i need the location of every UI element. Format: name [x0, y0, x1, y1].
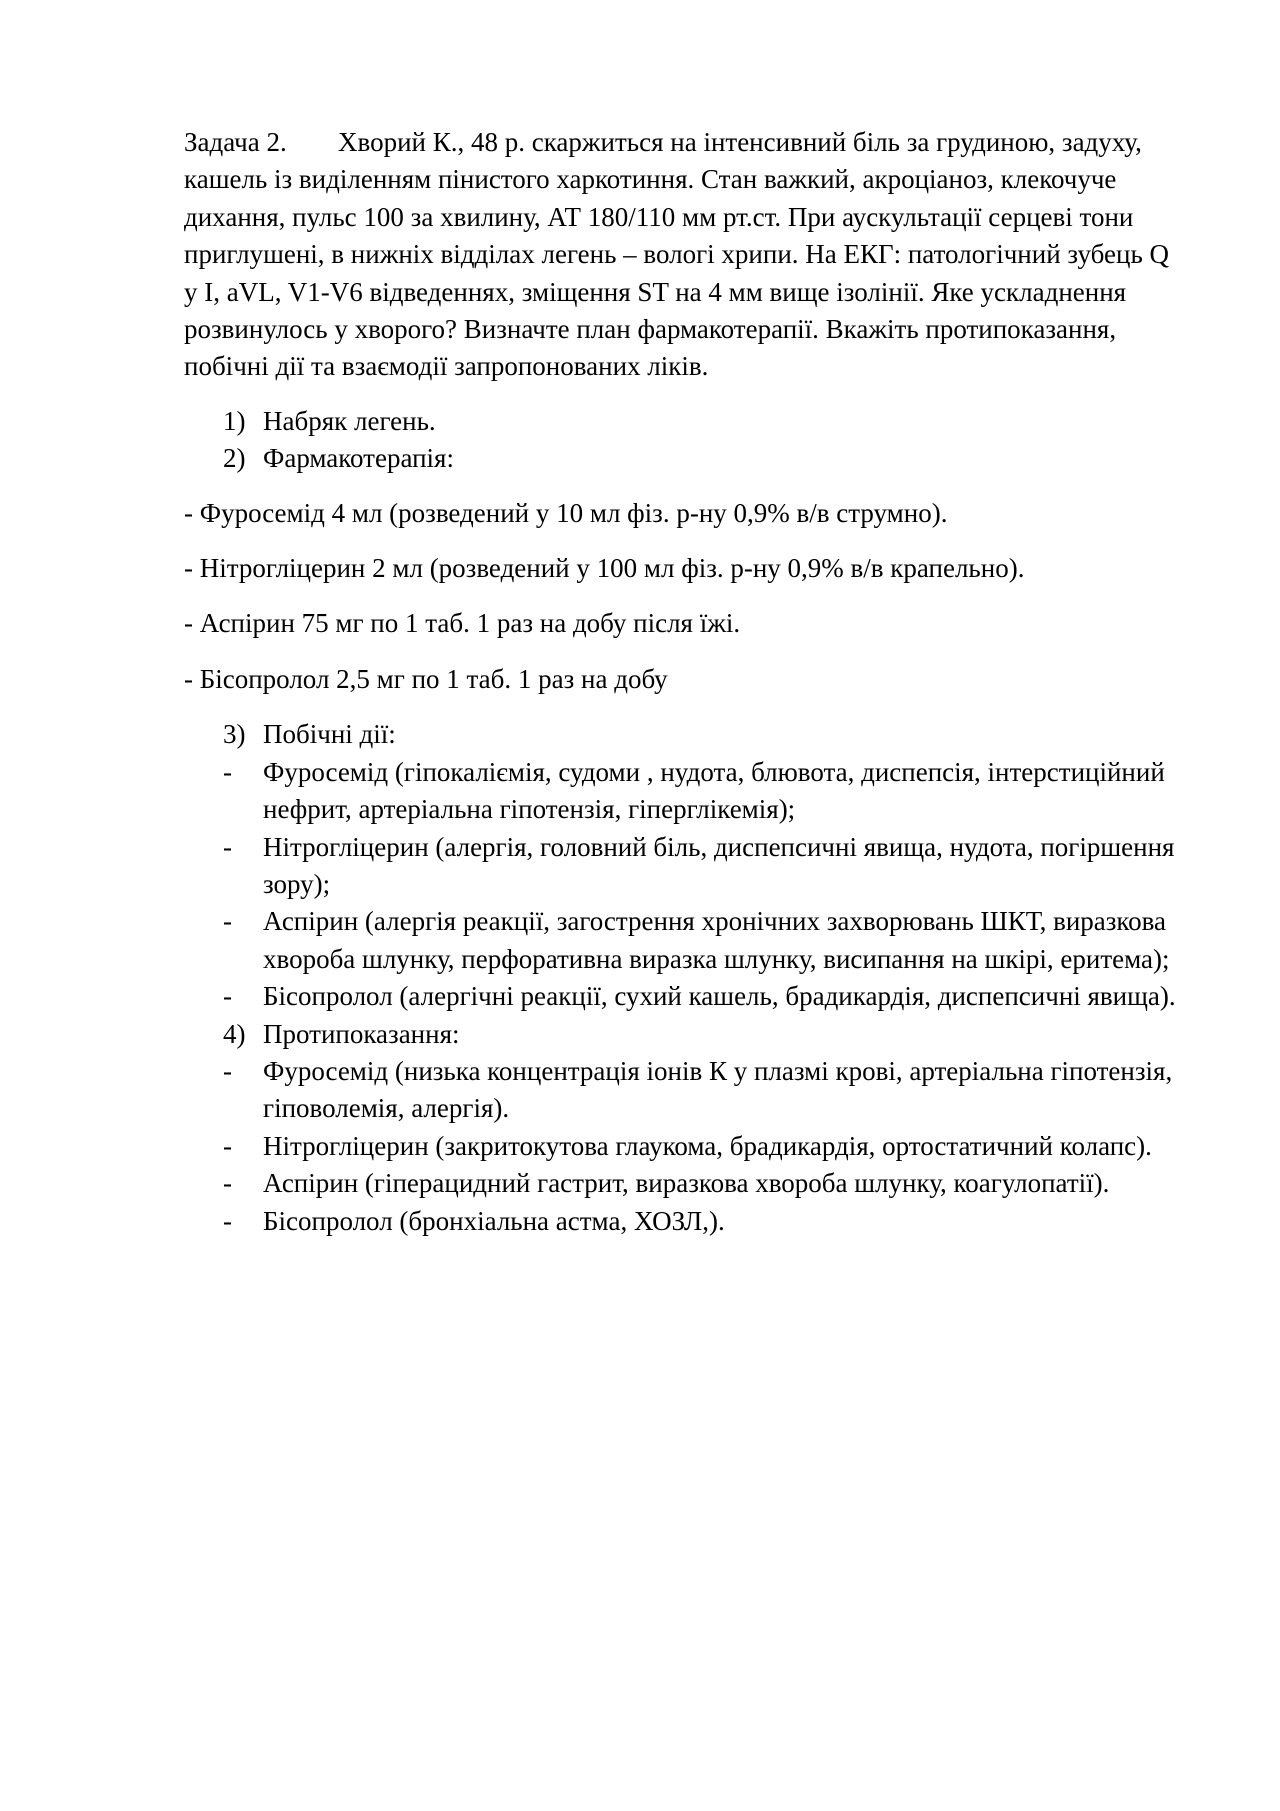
item-number: 4) — [223, 1018, 246, 1049]
side-effect-item — [184, 903, 1184, 978]
document-page — [184, 124, 1184, 1240]
contraindication-item — [184, 1053, 1184, 1128]
side-effects-title: Побічні дії: — [263, 719, 396, 750]
drug-line: - Фуросемід 4 мл (розведений у 10 мл фіз. р-ну 0,9% в/в струмно). — [184, 497, 948, 528]
dash-bullet: - — [223, 981, 232, 1012]
side-effect-text: Нітрогліцерин (алергія, головний біль, диспепсичні явища, нудота, погіршення зору); — [263, 831, 1175, 899]
dash-bullet: - — [223, 1055, 232, 1086]
task-statement — [184, 124, 1184, 386]
item-number: 3) — [223, 719, 246, 750]
contraindication-item — [184, 1165, 1184, 1202]
side-effect-item — [184, 978, 1184, 1015]
answer-diagnosis — [184, 403, 1184, 440]
side-effect-item — [184, 754, 1184, 829]
pharmacotherapy-title: Фармакотерапія: — [263, 443, 454, 474]
dash-bullet: - — [223, 1168, 232, 1199]
side-effect-item — [184, 829, 1184, 904]
contraindication-text: Аспірин (гіперацидний гастрит, виразкова хвороба шлунку, коагулопатії). — [263, 1168, 1110, 1199]
dash-bullet: - — [223, 1130, 232, 1161]
dash-bullet: - — [223, 1205, 232, 1236]
dash-bullet: - — [223, 906, 232, 937]
dash-bullet: - — [223, 756, 232, 787]
contraindication-text: Бісопролол (бронхіальна астма, ХОЗЛ,). — [263, 1205, 725, 1236]
dash-bullet: - — [223, 831, 232, 862]
drug-line: - Нітрогліцерин 2 мл (розведений у 100 мл фіз. р-ну 0,9% в/в крапельно). — [184, 553, 1025, 584]
task-text: Хворий К., 48 р. скаржиться на інтенсивний біль за грудиною, задуху, кашель із виділенням пінистого харкотиння. Стан важкий, акроціаноз, клекочуче дихання, пульс 100 за хвилину, АТ 180/110 мм рт.ст. При аускультації серцеві тони приглушені, в нижніх відділах легень – вологі хрипи. На ЕКГ: патологічний зубець Q у I, aVL, V1-V6 відведеннях, зміщення ST на 4 мм вище ізолінії. Яке ускладнення розвинулось у хворого? Визначте план фармакотерапії. Вкажіть протипоказання, побічні дії та взаємодії запропонованих ліків. — [184, 127, 1170, 382]
item-number: 2) — [223, 443, 246, 474]
answer-pharmacotherapy — [184, 440, 1184, 477]
side-effect-text: Фуросемід (гіпокаліємія, судоми , нудота, блювота, диспепсія, інтерстиційний нефрит, артеріальна гіпотензія, гіперглікемія); — [263, 756, 1165, 825]
drug-line: - Аспірин 75 мг по 1 таб. 1 раз на добу після їжі. — [184, 608, 741, 639]
task-label: Задача 2. — [184, 127, 287, 157]
drug-line: - Бісопролол 2,5 мг по 1 таб. 1 раз на добу — [184, 663, 668, 694]
item-number: 1) — [223, 405, 246, 436]
contraindication-text: Нітрогліцерин (закритокутова глаукома, брадикардія, ортостатичний колапс). — [263, 1130, 1152, 1161]
side-effect-text: Бісопролол (алергічні реакції, сухий кашель, брадикардія, диспепсичні явища). — [263, 981, 1176, 1012]
contraindications-title: Протипоказання: — [263, 1018, 460, 1049]
side-effects-heading — [184, 716, 1184, 753]
contraindication-item — [184, 1128, 1184, 1165]
diagnosis-text: Набряк легень. — [263, 405, 436, 436]
contraindication-text: Фуросемід (низька концентрація іонів К у плазмі крові, артеріальна гіпотензія, гіповолемія, алергія). — [263, 1055, 1173, 1124]
side-effect-text: Аспірин (алергія реакції, загострення хронічних захворювань ШКТ, виразкова хвороба шлунку, перфоративна виразка шлунку, висипання на шкірі, еритема); — [263, 906, 1170, 974]
contraindication-item — [184, 1203, 1184, 1240]
contraindications-heading — [184, 1016, 1184, 1053]
